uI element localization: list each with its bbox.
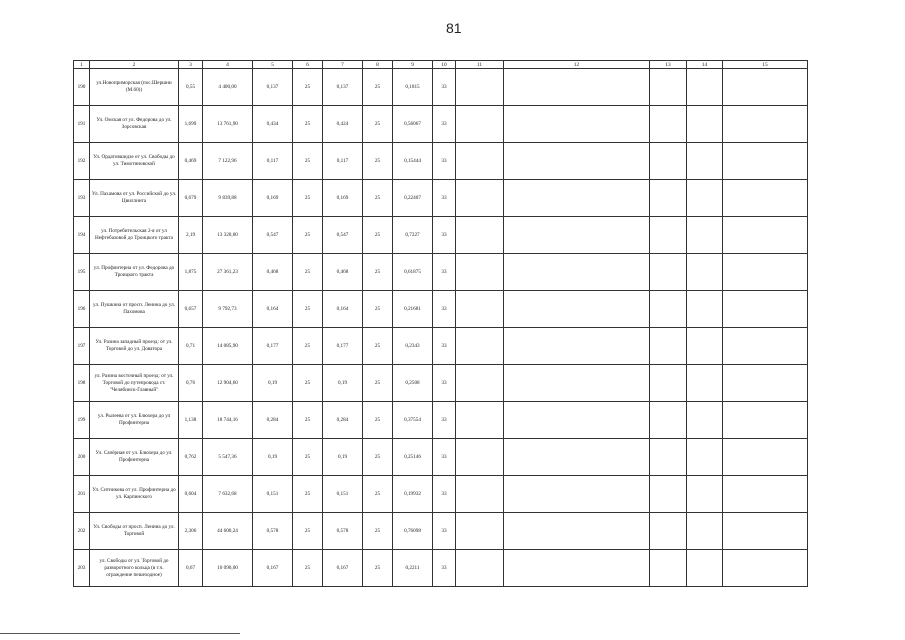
empty-cell [504, 254, 650, 291]
empty-cell [456, 180, 504, 217]
value-cell: 44 600,24 [203, 513, 253, 550]
empty-cell [650, 143, 687, 180]
table-row [74, 402, 808, 439]
empty-cell [504, 476, 650, 513]
value-cell: 25 [293, 254, 323, 291]
value-cell: 25 [363, 254, 393, 291]
value-cell: 13 761,90 [203, 106, 253, 143]
empty-cell [456, 365, 504, 402]
value-cell: 0,284 [323, 402, 363, 439]
empty-cell [723, 550, 808, 587]
value-cell: 33 [433, 254, 456, 291]
value-cell: 0,19 [253, 365, 293, 402]
value-cell: 0,284 [253, 402, 293, 439]
value-cell: 0,434 [253, 106, 293, 143]
table-row [74, 513, 808, 550]
value-cell: 25 [293, 513, 323, 550]
table-row [74, 180, 808, 217]
value-cell: 9 839,88 [203, 180, 253, 217]
value-cell: 0,469 [179, 143, 203, 180]
empty-cell [504, 513, 650, 550]
table-row [74, 143, 808, 180]
page-number: 81 [446, 20, 462, 36]
row-number-cell: 194 [74, 217, 90, 254]
street-name-cell: Ул. Ордатовшидзе от ул. Свободы до ул. Тимотиновской [90, 143, 179, 180]
empty-cell [687, 180, 723, 217]
empty-cell [650, 550, 687, 587]
empty-cell [723, 291, 808, 328]
value-cell: 0,657 [179, 291, 203, 328]
table-row [74, 328, 808, 365]
value-cell: 0,151 [323, 476, 363, 513]
empty-cell [504, 217, 650, 254]
value-cell: 0,117 [253, 143, 293, 180]
street-name-cell: ул. Потребительская 2-я от ул Нефтебазовой до Троицкого тракта [90, 217, 179, 254]
value-cell: 25 [363, 291, 393, 328]
empty-cell [504, 365, 650, 402]
column-number-cell: 10 [433, 61, 456, 69]
street-name-cell: ул. Свободы от ул. Торговой до разворотного кольца (в т.ч. ограждение пешеходное) [90, 550, 179, 587]
street-name-cell: Ул. Пахамова от ул. Российской до ул. Цвиллинга [90, 180, 179, 217]
row-number-cell: 196 [74, 291, 90, 328]
column-number-cell: 4 [203, 61, 253, 69]
value-cell: 25 [363, 328, 393, 365]
empty-cell [687, 513, 723, 550]
column-number-cell: 11 [456, 61, 504, 69]
empty-cell [504, 328, 650, 365]
value-cell: 25 [293, 476, 323, 513]
value-cell: 4 400,00 [203, 69, 253, 106]
value-cell: 0,547 [323, 217, 363, 254]
empty-cell [456, 550, 504, 587]
empty-cell [687, 439, 723, 476]
empty-cell [504, 143, 650, 180]
empty-cell [687, 254, 723, 291]
empty-cell [723, 69, 808, 106]
value-cell: 25 [363, 550, 393, 587]
street-name-cell: Ул. Разина западный проезд: от ул. Торговой до ул. Доватора [90, 328, 179, 365]
value-cell: 0,177 [253, 328, 293, 365]
empty-cell [687, 476, 723, 513]
value-cell: 33 [433, 143, 456, 180]
value-cell: 0,2343 [393, 328, 433, 365]
value-cell: 33 [433, 513, 456, 550]
row-number-cell: 202 [74, 513, 90, 550]
value-cell: 25 [293, 402, 323, 439]
empty-cell [650, 328, 687, 365]
value-cell: 0,468 [253, 254, 293, 291]
value-cell: 33 [433, 402, 456, 439]
value-cell: 0,137 [323, 69, 363, 106]
value-cell: 12 904,60 [203, 365, 253, 402]
value-cell: 10 090,00 [203, 550, 253, 587]
table-row [74, 476, 808, 513]
value-cell: 25 [293, 291, 323, 328]
data-table [73, 60, 808, 587]
value-cell: 27 361,23 [203, 254, 253, 291]
empty-cell [687, 328, 723, 365]
row-number-cell: 190 [74, 69, 90, 106]
value-cell: 0,2211 [393, 550, 433, 587]
value-cell: 33 [433, 291, 456, 328]
empty-cell [650, 402, 687, 439]
empty-cell [504, 402, 650, 439]
column-number-cell: 12 [504, 61, 650, 69]
street-name-cell: ул. Рылеева от ул. Блюхера до ул Профинтерна [90, 402, 179, 439]
value-cell: 25 [363, 69, 393, 106]
value-cell: 25 [293, 550, 323, 587]
empty-cell [504, 439, 650, 476]
value-cell: 0,468 [323, 254, 363, 291]
value-cell: 33 [433, 180, 456, 217]
column-number-cell: 6 [293, 61, 323, 69]
value-cell: 0,424 [323, 106, 363, 143]
empty-cell [456, 143, 504, 180]
street-name-cell: Ул. Омская от ул. Федорова до ул. Зорсовская [90, 106, 179, 143]
value-cell: 0,169 [323, 180, 363, 217]
empty-cell [687, 217, 723, 254]
empty-cell [723, 254, 808, 291]
row-number-cell: 197 [74, 328, 90, 365]
street-name-cell: ул. Пушкина от просп. Ленина до ул. Пахомова [90, 291, 179, 328]
value-cell: 0,169 [253, 180, 293, 217]
value-cell: 0,164 [253, 291, 293, 328]
value-cell: 0,2508 [393, 365, 433, 402]
value-cell: 33 [433, 217, 456, 254]
empty-cell [723, 513, 808, 550]
empty-cell [456, 69, 504, 106]
street-name-cell: ул.Новоприморская (пос.Шершни (М.60)) [90, 69, 179, 106]
value-cell: 0,679 [179, 180, 203, 217]
street-name-cell: Ул. Ситникова от ул. Профинтерна до ул. Карпинского [90, 476, 179, 513]
value-cell: 9 792,73 [203, 291, 253, 328]
empty-cell [504, 550, 650, 587]
value-cell: 25 [293, 328, 323, 365]
value-cell: 0,167 [253, 550, 293, 587]
value-cell: 0,167 [323, 550, 363, 587]
value-cell: 25 [363, 439, 393, 476]
row-number-cell: 199 [74, 402, 90, 439]
value-cell: 0,19932 [393, 476, 433, 513]
empty-cell [504, 180, 650, 217]
empty-cell [687, 106, 723, 143]
empty-cell [456, 328, 504, 365]
empty-cell [650, 106, 687, 143]
empty-cell [504, 69, 650, 106]
column-number-cell: 13 [650, 61, 687, 69]
value-cell: 33 [433, 439, 456, 476]
value-cell: 25 [363, 513, 393, 550]
table-row [74, 439, 808, 476]
value-cell: 33 [433, 550, 456, 587]
empty-cell [687, 69, 723, 106]
table-row [74, 254, 808, 291]
row-number-cell: 201 [74, 476, 90, 513]
value-cell: 25 [293, 217, 323, 254]
empty-cell [456, 476, 504, 513]
value-cell: 0,21681 [393, 291, 433, 328]
value-cell: 5 547,36 [203, 439, 253, 476]
empty-cell [723, 106, 808, 143]
empty-cell [687, 550, 723, 587]
value-cell: 25 [293, 365, 323, 402]
empty-cell [723, 180, 808, 217]
value-cell: 25 [293, 106, 323, 143]
value-cell: 18 744,16 [203, 402, 253, 439]
value-cell: 0,7227 [393, 217, 433, 254]
value-cell: 33 [433, 328, 456, 365]
empty-cell [687, 402, 723, 439]
value-cell: 0,76 [179, 365, 203, 402]
value-cell: 25 [363, 143, 393, 180]
value-cell: 0,61875 [393, 254, 433, 291]
value-cell: 0,1815 [393, 69, 433, 106]
empty-cell [456, 439, 504, 476]
value-cell: 25 [293, 69, 323, 106]
value-cell: 25 [293, 180, 323, 217]
empty-cell [687, 365, 723, 402]
value-cell: 0,22407 [393, 180, 433, 217]
value-cell: 0,37554 [393, 402, 433, 439]
row-number-cell: 195 [74, 254, 90, 291]
empty-cell [723, 143, 808, 180]
row-number-cell: 200 [74, 439, 90, 476]
value-cell: 0,25146 [393, 439, 433, 476]
value-cell: 0,19 [323, 439, 363, 476]
street-name-cell: Ул. Свободы от просп. Ленина до ул. Торговой [90, 513, 179, 550]
column-number-cell: 15 [723, 61, 808, 69]
empty-cell [650, 439, 687, 476]
value-cell: 0,71 [179, 328, 203, 365]
value-cell: 0,547 [253, 217, 293, 254]
value-cell: 33 [433, 106, 456, 143]
empty-cell [650, 513, 687, 550]
value-cell: 0,19 [323, 365, 363, 402]
row-number-cell: 191 [74, 106, 90, 143]
value-cell: 0,76098 [393, 513, 433, 550]
value-cell: 0,604 [179, 476, 203, 513]
value-cell: 25 [363, 180, 393, 217]
table-row [74, 291, 808, 328]
value-cell: 14 085,90 [203, 328, 253, 365]
value-cell: 1,138 [179, 402, 203, 439]
table-row [74, 217, 808, 254]
value-cell: 25 [363, 106, 393, 143]
empty-cell [456, 402, 504, 439]
empty-cell [723, 402, 808, 439]
empty-cell [650, 254, 687, 291]
row-number-cell: 193 [74, 180, 90, 217]
value-cell: 25 [363, 365, 393, 402]
value-cell: 33 [433, 476, 456, 513]
footer-rule [0, 633, 240, 634]
empty-cell [687, 291, 723, 328]
empty-cell [456, 291, 504, 328]
value-cell: 33 [433, 365, 456, 402]
column-number-cell: 8 [363, 61, 393, 69]
value-cell: 0,578 [253, 513, 293, 550]
empty-cell [650, 476, 687, 513]
column-number-cell: 1 [74, 61, 90, 69]
value-cell: 33 [433, 69, 456, 106]
empty-cell [456, 513, 504, 550]
column-number-cell: 3 [179, 61, 203, 69]
value-cell: 0,762 [179, 439, 203, 476]
empty-cell [650, 291, 687, 328]
row-number-cell: 198 [74, 365, 90, 402]
empty-cell [650, 217, 687, 254]
value-cell: 7 632,68 [203, 476, 253, 513]
street-name-cell: ул. Профинтерна от ул. Федорова до Троицкого тракта [90, 254, 179, 291]
empty-cell [723, 365, 808, 402]
empty-cell [723, 439, 808, 476]
table-row [74, 365, 808, 402]
empty-cell [504, 291, 650, 328]
value-cell: 0,151 [253, 476, 293, 513]
value-cell: 1,699 [179, 106, 203, 143]
value-cell: 0,177 [323, 328, 363, 365]
empty-cell [650, 180, 687, 217]
column-number-cell: 5 [253, 61, 293, 69]
value-cell: 25 [363, 217, 393, 254]
empty-cell [723, 328, 808, 365]
value-cell: 13 320,00 [203, 217, 253, 254]
value-cell: 2,306 [179, 513, 203, 550]
value-cell: 0,137 [253, 69, 293, 106]
row-number-cell: 192 [74, 143, 90, 180]
empty-cell [650, 69, 687, 106]
value-cell: 0,164 [323, 291, 363, 328]
value-cell: 7 122,96 [203, 143, 253, 180]
value-cell: 0,15444 [393, 143, 433, 180]
empty-cell [650, 365, 687, 402]
table-row [74, 69, 808, 106]
column-number-header [74, 61, 808, 69]
street-name-cell: Ул. Сапёрная от ул. Блюхера до ул. Профинтерна [90, 439, 179, 476]
value-cell: 25 [293, 439, 323, 476]
column-number-cell: 9 [393, 61, 433, 69]
value-cell: 0,55 [179, 69, 203, 106]
table-row [74, 550, 808, 587]
value-cell: 0,117 [323, 143, 363, 180]
street-name-cell: ул. Разина восточный проезд: от ул. Торговой до путепровода ст. "Челябинск-Главный" [90, 365, 179, 402]
empty-cell [723, 217, 808, 254]
value-cell: 25 [363, 402, 393, 439]
value-cell: 25 [293, 143, 323, 180]
column-number-cell: 2 [90, 61, 179, 69]
value-cell: 25 [363, 476, 393, 513]
value-cell: 0,19 [253, 439, 293, 476]
value-cell: 0,578 [323, 513, 363, 550]
empty-cell [456, 254, 504, 291]
row-number-cell: 203 [74, 550, 90, 587]
column-number-cell: 14 [687, 61, 723, 69]
column-number-cell: 7 [323, 61, 363, 69]
value-cell: 1,875 [179, 254, 203, 291]
empty-cell [456, 106, 504, 143]
empty-cell [723, 476, 808, 513]
value-cell: 2,19 [179, 217, 203, 254]
empty-cell [504, 106, 650, 143]
table-row [74, 106, 808, 143]
empty-cell [456, 217, 504, 254]
empty-cell [687, 143, 723, 180]
value-cell: 0,56067 [393, 106, 433, 143]
value-cell: 0,67 [179, 550, 203, 587]
